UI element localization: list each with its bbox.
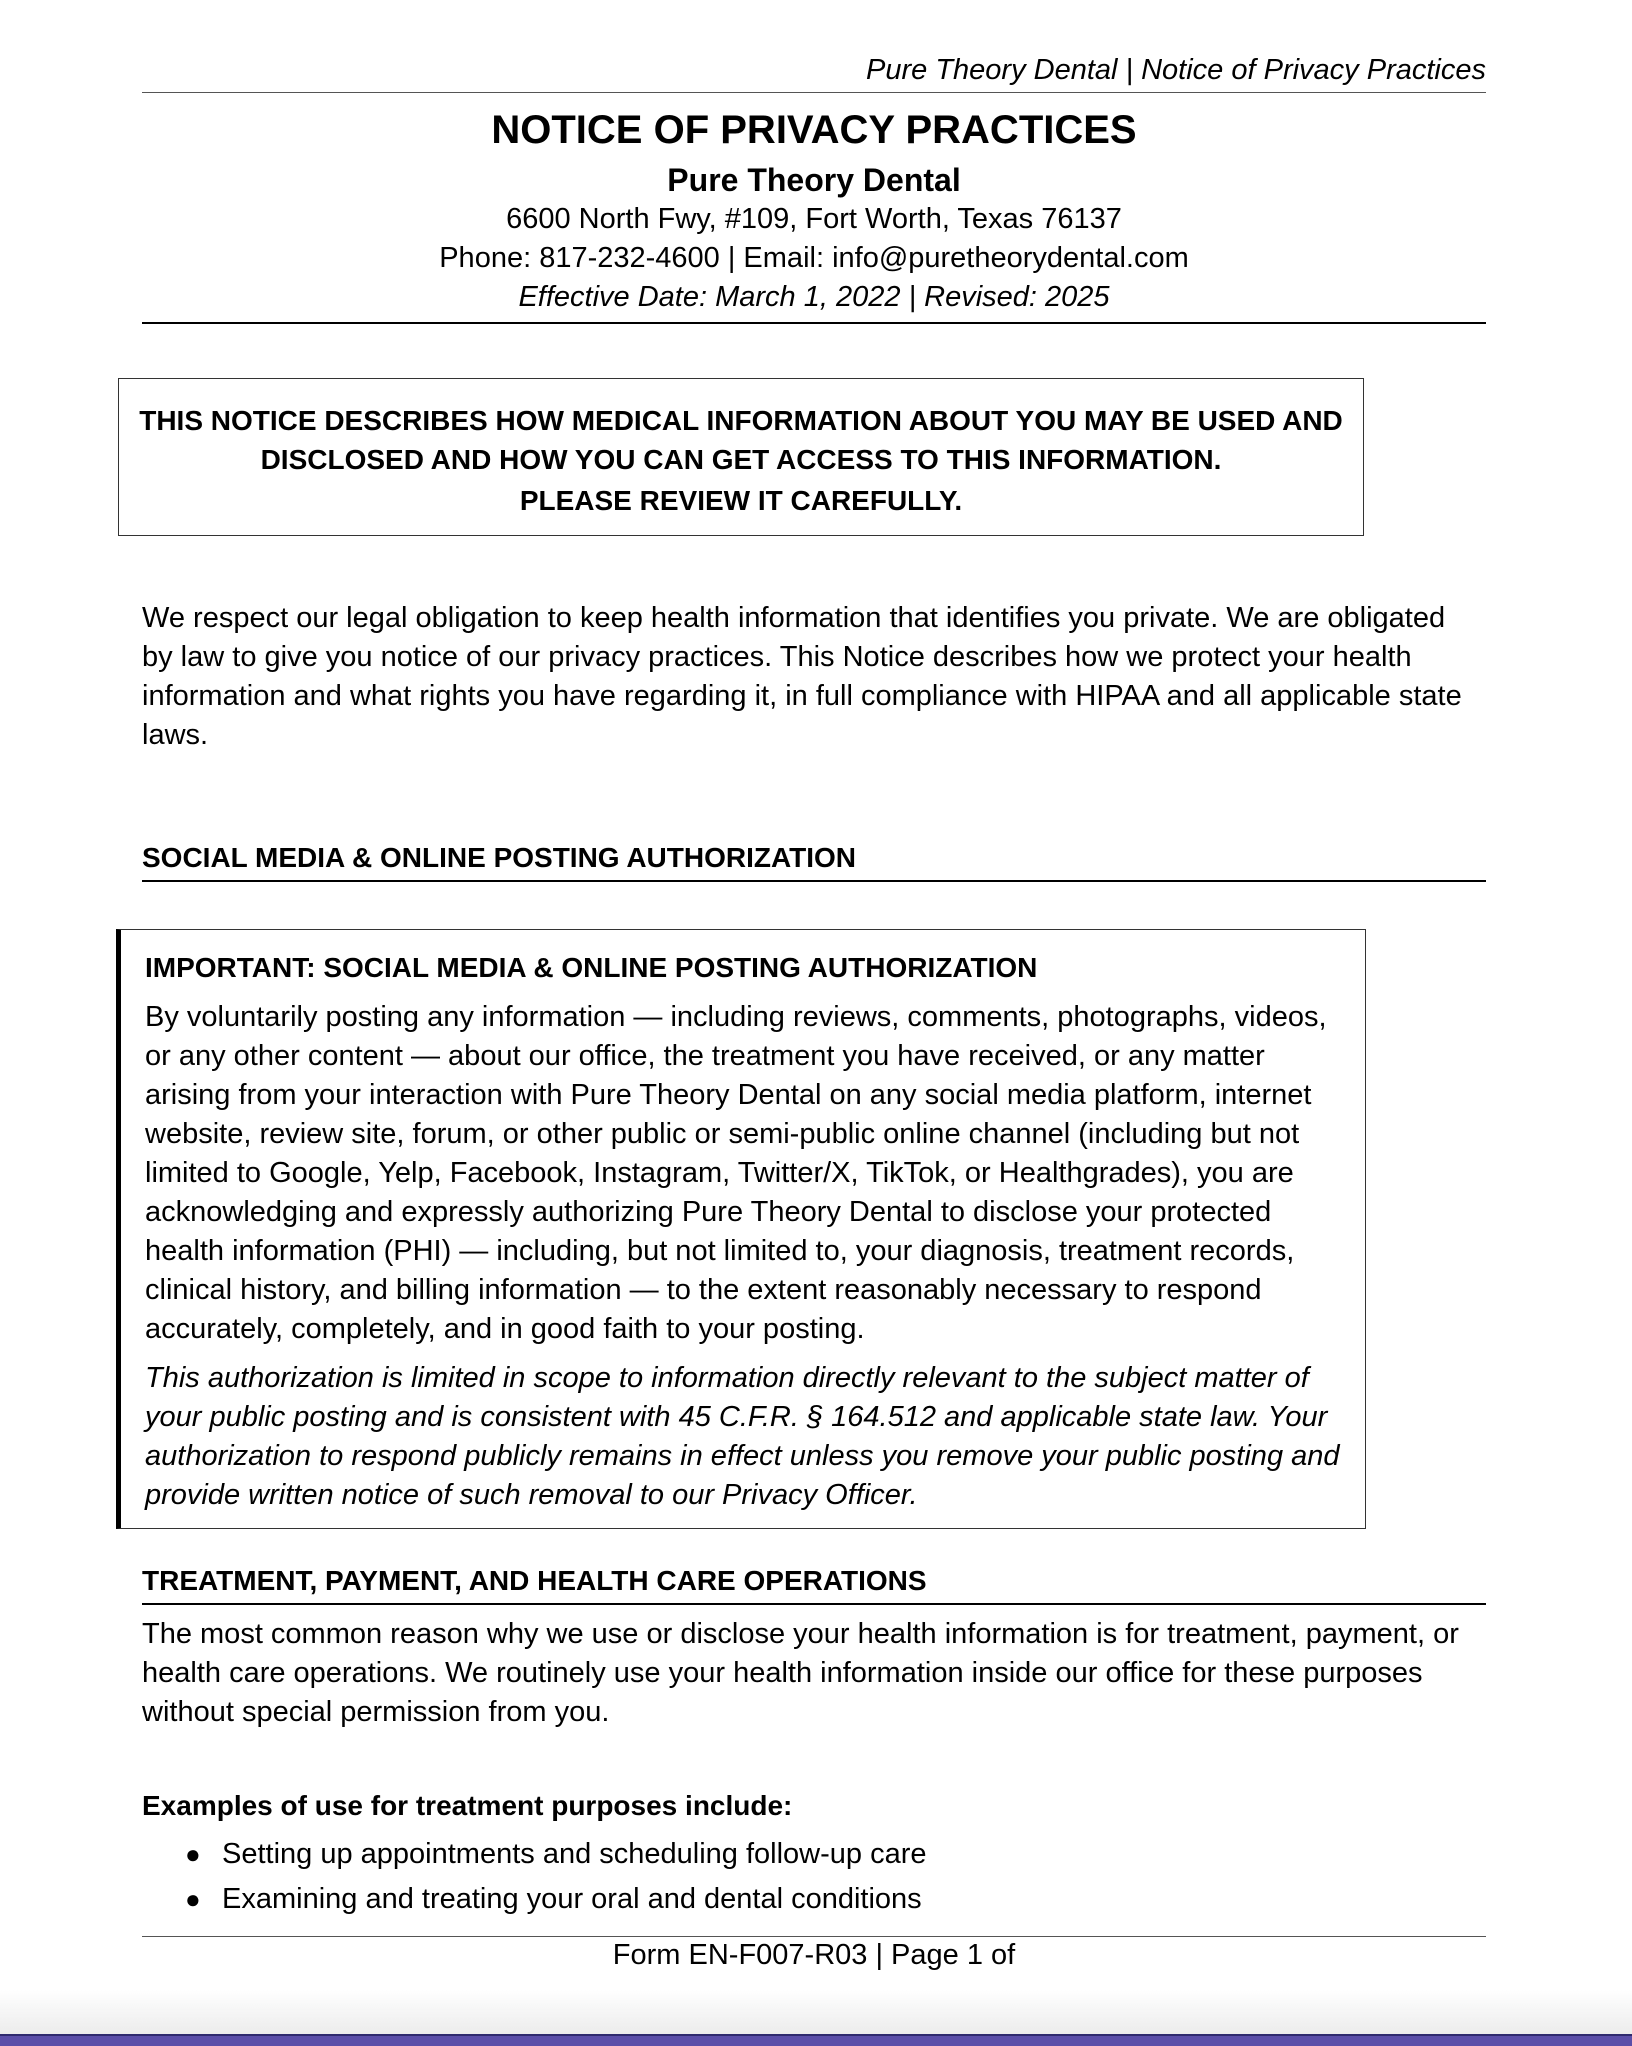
footer-rule (142, 1936, 1486, 1937)
list-item-text: Setting up appointments and scheduling follow-up care (222, 1838, 927, 1870)
social-media-rule (142, 880, 1486, 882)
practice-contact: Phone: 817-232-4600 | Email: info@puretheorydental.com (439, 242, 1189, 274)
list-item (142, 1877, 927, 1922)
effective-date: Effective Date: March 1, 2022 | Revised: 2025 (518, 281, 1110, 313)
examples-heading: Examples of use for treatment purposes include: (142, 1790, 793, 1821)
authorization-box-title: IMPORTANT: SOCIAL MEDIA & ONLINE POSTING AUTHORIZATION (145, 952, 1038, 983)
examples-list (142, 1832, 927, 1922)
bullet-icon: ● (185, 1839, 201, 1869)
notice-box-line1: THIS NOTICE DESCRIBES HOW MEDICAL INFORMATION ABOUT YOU MAY BE USED AND DISCLOSED AND HOW YOU CAN GET ACCESS TO THIS INFORMATION. (139, 405, 1343, 475)
list-item-text: Examining and treating your oral and dental conditions (222, 1883, 922, 1915)
running-header: Pure Theory Dental | Notice of Privacy Practices (866, 54, 1486, 86)
intro-paragraph: We respect our legal obligation to keep health information that identifies you private. We are obligated by law to give you notice of our privacy practices. This Notice describes how we protect your health information and what rights you have regarding it, in full compliance with HIPAA and all applicable state laws. (142, 602, 1462, 751)
viewer-taskbar (0, 2034, 1632, 2046)
notice-box-line2: PLEASE REVIEW IT CAREFULLY. (519, 485, 963, 516)
treatment-rule (142, 1603, 1486, 1605)
page-shadow (0, 1990, 1632, 2034)
header-rule (142, 92, 1486, 93)
treatment-heading: TREATMENT, PAYMENT, AND HEALTH CARE OPERATIONS (142, 1565, 927, 1596)
social-media-authorization-box (116, 929, 1366, 1529)
practice-name: Pure Theory Dental (667, 162, 961, 198)
authorization-box-note: This authorization is limited in scope to information directly relevant to the subject matter of your public posting and is consistent with 45 C.F.R. § 164.512 and applicable state law. Your authorization to respond publicly remains in effect unless you remove your public posting and provide written notice of such removal to our Privacy Officer. (145, 1362, 1340, 1511)
practice-address: 6600 North Fwy, #109, Fort Worth, Texas 76137 (506, 203, 1122, 235)
notice-box (118, 378, 1364, 536)
document-title: NOTICE OF PRIVACY PRACTICES (491, 108, 1137, 152)
authorization-box-body: By voluntarily posting any information — including reviews, comments, photographs, videos, or any other content — about our office, the treatment you have received, or any matter arising from your interaction with Pure Theory Dental on any social media platform, internet website, review site, forum, or other public or semi-public online channel (including but not limited to Google, Yelp, Facebook, Instagram, Twitter/X, TikTok, or Healthgrades), you are acknowledging and expressly authorizing Pure Theory Dental to disclose your protected health information (PHI) — including, but not limited to, your diagnosis, treatment records, clinical history, and billing information — to the extent reasonably necessary to respond accurately, completely, and in good faith to your posting. (145, 1001, 1327, 1345)
treatment-paragraph: The most common reason why we use or disclose your health information is for treatment, payment, or health care operations. We routinely use your health information inside our office for these purposes without special permission from you. (142, 1618, 1459, 1728)
title-rule (142, 322, 1486, 324)
page-footer: Form EN-F007-R03 | Page 1 of (612, 1939, 1016, 1971)
social-media-heading: SOCIAL MEDIA & ONLINE POSTING AUTHORIZATION (142, 842, 856, 873)
bullet-icon: ● (185, 1884, 201, 1914)
list-item (142, 1832, 927, 1877)
